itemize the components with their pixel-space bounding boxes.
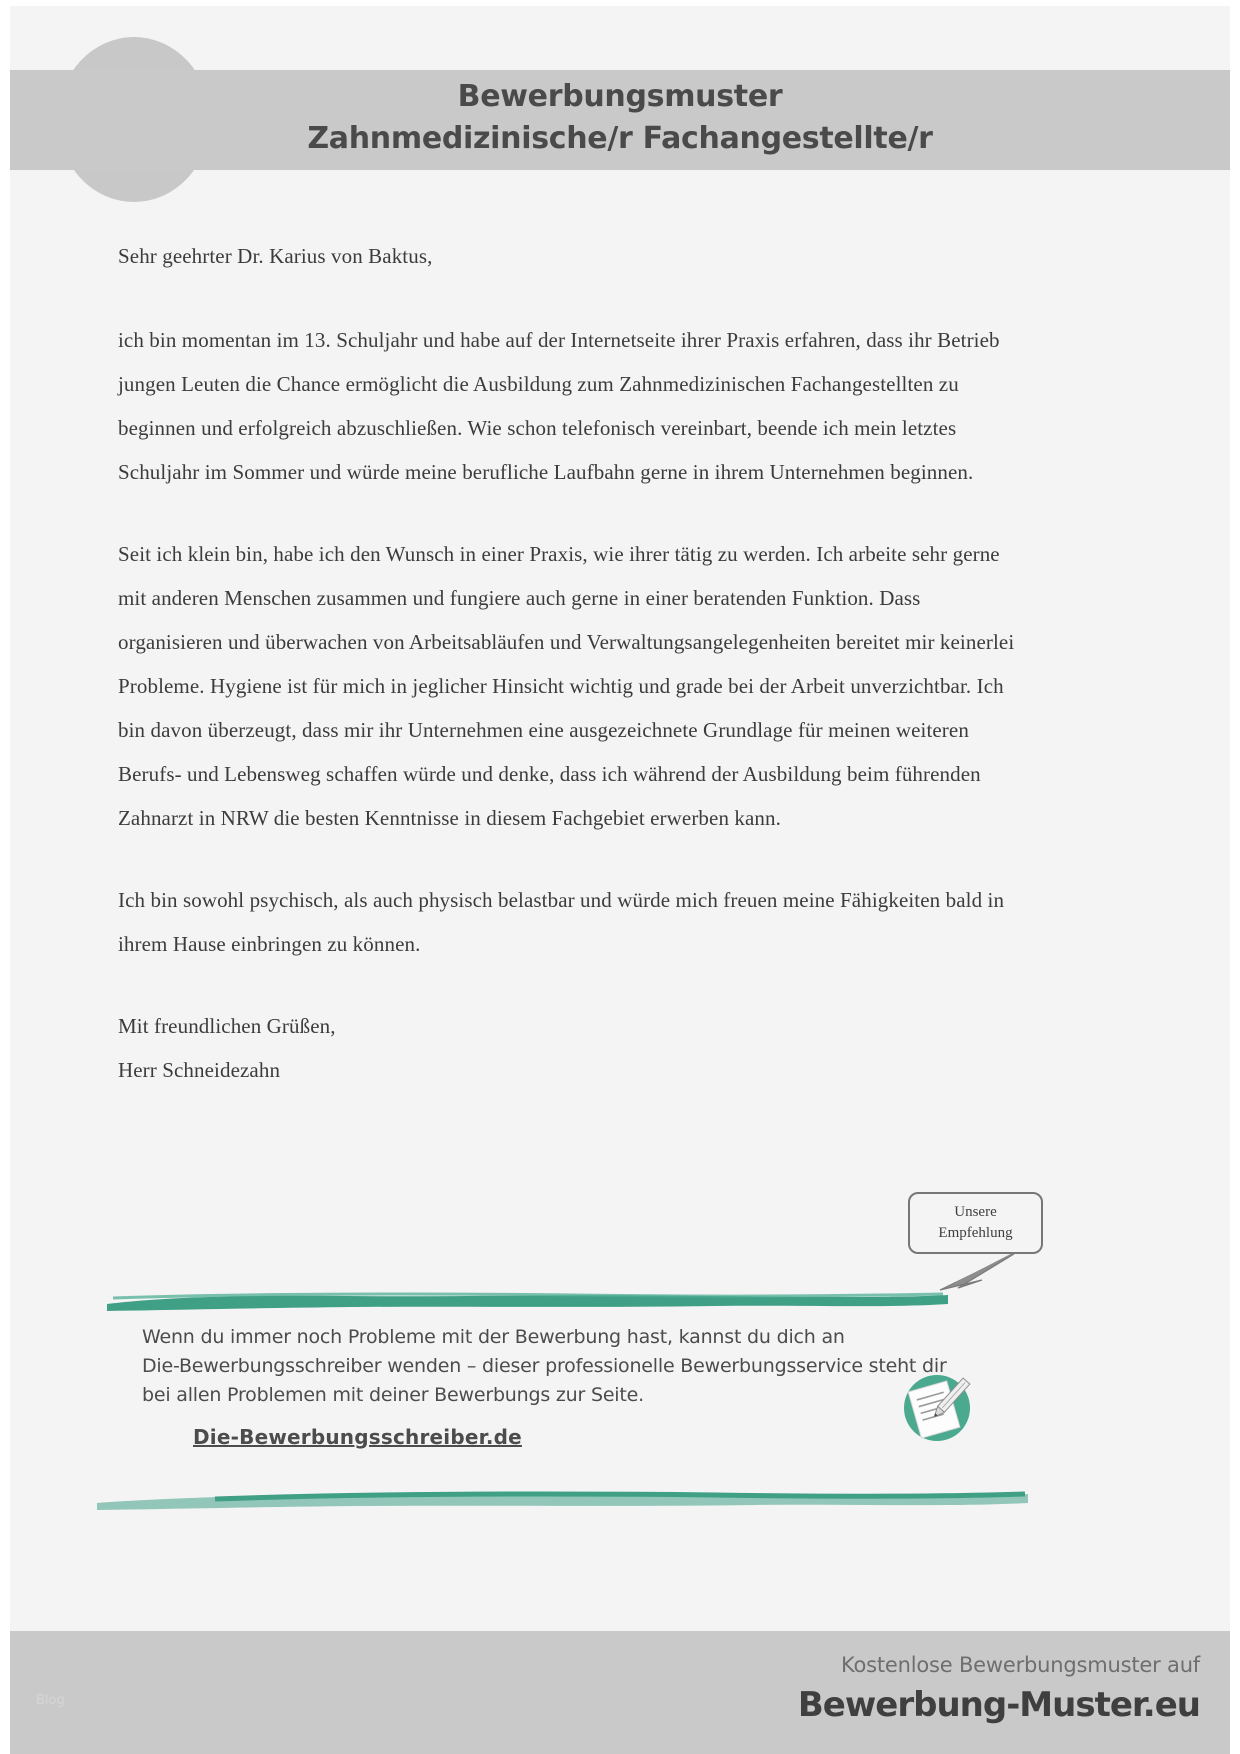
page-subtitle: Zahnmedizinische/r Fachangestellte/r bbox=[307, 121, 933, 156]
promo-link[interactable]: Die-Bewerbungsschreiber.de bbox=[193, 1425, 522, 1449]
letter-signature: Herr Schneidezahn bbox=[118, 1058, 281, 1082]
promo-text-line-1: Wenn du immer noch Probleme mit der Bewerbung hast, kannst du dich an bbox=[142, 1326, 845, 1348]
bubble-text-line-1: Unsere bbox=[954, 1204, 997, 1220]
page-header bbox=[10, 6, 1230, 206]
letter-salutation: Sehr geehrter Dr. Karius von Baktus, bbox=[118, 244, 433, 268]
header-title-group bbox=[10, 76, 1230, 160]
recommendation-callout bbox=[908, 1192, 1088, 1302]
footer-brand: Bewerbung-Muster.eu bbox=[797, 1685, 1200, 1725]
letter-body bbox=[118, 234, 1018, 1092]
brush-stroke-bottom-icon bbox=[95, 1489, 1030, 1511]
letter-paragraph-3: Ich bin sowohl psychisch, als auch physisch belastbar und würde mich freuen meine Fähigkeiten bald in ihrem Hause einbringen zu können. bbox=[118, 888, 1005, 956]
promo-text-line-3: bei allen Problemen mit deiner Bewerbungs zur Seite. bbox=[142, 1384, 644, 1406]
speech-bubble-tail-icon bbox=[928, 1250, 1018, 1296]
letter-closing: Mit freundlichen Grüßen, bbox=[118, 1014, 336, 1038]
promo-text bbox=[142, 1323, 1012, 1410]
letter-paragraph-1: ich bin momentan im 13. Schuljahr und habe auf der Internetseite ihrer Praxis erfahren, dass ihr Betrieb jungen Leuten die Chance ermöglicht die Ausbildung zum Zahnmedizinischen Fachangestellten zu beginnen und erfolgreich abzuschließen. Wie schon telefonisch vereinbart, beende ich mein letztes Schuljahr im Sommer und würde meine berufliche Laufbahn gerne in ihrem Unternehmen beginnen. bbox=[118, 328, 1000, 484]
recommendation-bubble bbox=[908, 1192, 1043, 1254]
bubble-text-line-2: Empfehlung bbox=[938, 1225, 1013, 1241]
footer-blog-label: Blog bbox=[36, 1693, 65, 1708]
footer-tagline: Kostenlose Bewerbungsmuster auf bbox=[840, 1653, 1200, 1677]
page-title: Bewerbungsmuster bbox=[457, 79, 783, 114]
promo-block bbox=[10, 1291, 1230, 1631]
brush-stroke-top-icon bbox=[105, 1291, 950, 1313]
promo-text-line-2: Die-Bewerbungsschreiber wenden – dieser professionelle Bewerbungsservice steht dir bbox=[142, 1355, 947, 1377]
letter-paragraph-2: Seit ich klein bin, habe ich den Wunsch in einer Praxis, wie ihrer tätig zu werden. Ich arbeite sehr gerne mit anderen Menschen zusammen und fungiere auch gerne in einer beratenden Funktion. Dass organisieren und überwachen von Arbeitsabläufen und Verwaltungsangelegenheiten bereitet mir keinerlei Probleme. Hygiene ist für mich in jeglicher Hinsicht wichtig und grade bei der Arbeit unverzichtbar. Ich bin davon überzeugt, dass mir ihr Unternehmen eine ausgezeichnete Grundlage für meinen weiteren Berufs- und Lebensweg schaffen würde und denke, dass ich während der Ausbildung beim führenden Zahnarzt in NRW die besten Kenntnisse in diesem Fachgebiet erwerben kann. bbox=[118, 542, 1015, 830]
document-with-pencil-icon bbox=[898, 1369, 976, 1447]
page-footer bbox=[0, 1631, 1240, 1754]
